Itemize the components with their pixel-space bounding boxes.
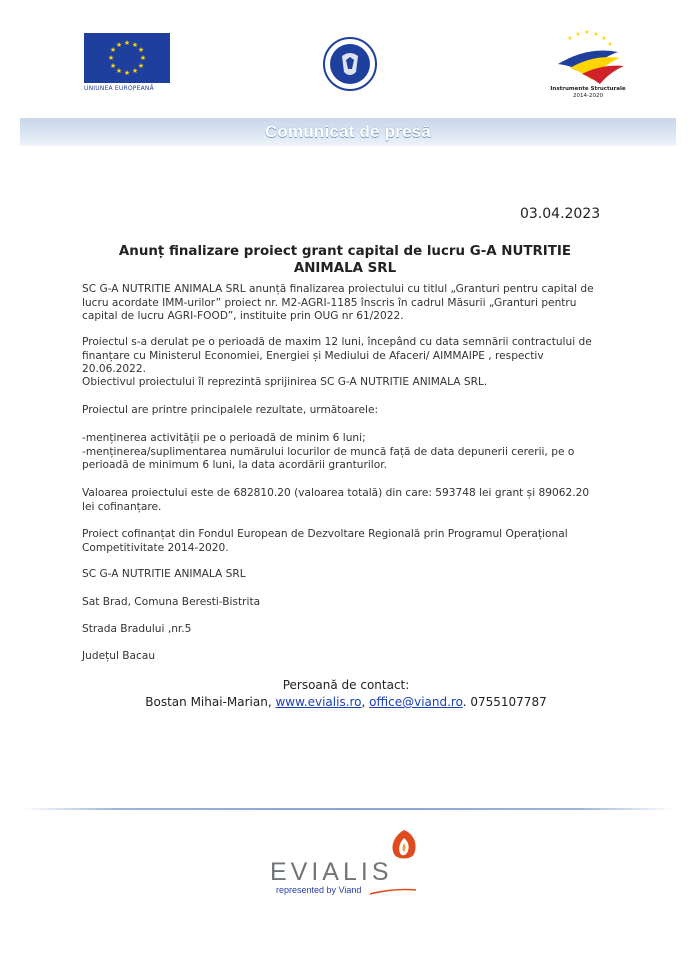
- contact-label: Persoană de contact:: [282, 678, 410, 692]
- evialis-flame-icon: [388, 828, 420, 862]
- svg-text:★: ★: [607, 41, 613, 48]
- svg-text:★: ★: [131, 67, 139, 75]
- contact-separator: ,: [361, 695, 370, 709]
- instrumente-structurale-caption: [540, 86, 636, 99]
- svg-text:★: ★: [115, 67, 123, 75]
- evialis-wordmark: EVIALIS: [270, 858, 393, 886]
- eu-caption: UNIUNEA EUROPEANĂ: [84, 85, 154, 92]
- paragraph-project-value: Valoarea proiectului este de 682810.20 (valoarea totală) din care: 593748 lei grant și 89062.20 lei cofinanțare.: [82, 487, 590, 513]
- headline-line2: ANIMALA SRL: [293, 261, 397, 276]
- address-county: Județul Bacau: [82, 650, 156, 662]
- svg-text:★: ★: [131, 41, 139, 49]
- svg-text:★: ★: [107, 54, 115, 62]
- results-list: [82, 432, 602, 473]
- svg-text:★: ★: [109, 46, 117, 54]
- evialis-logo: [270, 828, 430, 898]
- website-link[interactable]: www.evialis.ro: [275, 695, 362, 709]
- eu-flag-icon: [84, 33, 170, 83]
- evialis-tagline: represented by Viand: [276, 885, 362, 895]
- paragraph-announcement: SC G-A NUTRITIE ANIMALA SRL anunță finalizarea proiectului cu titlul „Granturi pentru capital de lucru acordate IMM-urilor” proiect nr. M2-AGRI-1185 înscris în cadrul Măsurii „Granturi pentru capital de lucru AGRI-FOOD”, instituite prin OUG nr 61/2022.: [82, 283, 594, 323]
- result-item: -menținerea/suplimentarea numărului locurilor de muncă față de data depunerii cererii, pe o perioadă de minimum 6 luni, la data acordării granturilor.: [82, 445, 575, 472]
- headline-line1: Anunț finalizare proiect grant capital de lucru G-A NUTRITIE: [118, 244, 572, 259]
- svg-text:★: ★: [123, 69, 131, 77]
- government-seal-icon: [322, 36, 378, 92]
- svg-text:★: ★: [584, 29, 590, 36]
- svg-text:★: ★: [575, 31, 581, 38]
- contact-block: [80, 677, 612, 711]
- banner-title: Comunicat de presă: [264, 122, 432, 141]
- svg-text:★: ★: [123, 39, 131, 47]
- svg-text:★: ★: [115, 41, 123, 49]
- footer-divider: [22, 808, 674, 810]
- email-link[interactable]: office@viand.ro: [369, 695, 463, 709]
- svg-text:★: ★: [137, 46, 145, 54]
- paragraph-objective: Obiectivul proiectului îl reprezintă sprijinirea SC G-A NUTRITIE ANIMALA SRL.: [82, 376, 488, 388]
- svg-text:★: ★: [567, 35, 573, 42]
- contact-phone: . 0755107787: [462, 695, 547, 709]
- evialis-swoosh-icon: [370, 888, 416, 896]
- company-name: SC G-A NUTRITIE ANIMALA SRL: [82, 568, 246, 580]
- press-release-banner: [20, 118, 676, 146]
- is-caption-line2: 2014-2020: [573, 92, 603, 99]
- document-date: 03.04.2023: [520, 206, 601, 222]
- svg-text:★: ★: [593, 31, 599, 38]
- instrumente-structurale-icon: [540, 28, 636, 86]
- address-street: Strada Bradului ,nr.5: [82, 623, 192, 635]
- svg-text:★: ★: [139, 54, 147, 62]
- document-headline: [80, 243, 610, 277]
- address-village: Sat Brad, Comuna Beresti-Bistrita: [82, 596, 261, 608]
- contact-name: Bostan Mihai-Marian,: [145, 695, 276, 709]
- is-caption-line1: Instrumente Structurale: [550, 86, 626, 92]
- svg-text:★: ★: [601, 35, 607, 42]
- paragraph-results-intro: Proiectul are printre principalele rezultate, următoarele:: [82, 404, 379, 416]
- government-seal-logo: [322, 36, 378, 92]
- instrumente-structurale-logo: [540, 28, 636, 100]
- svg-text:★: ★: [137, 62, 145, 70]
- paragraph-cofinancing: Proiect cofinanțat din Fondul European de Dezvoltare Regională prin Programul Operațional Competitivitate 2014-2020.: [82, 528, 568, 554]
- svg-text:★: ★: [109, 62, 117, 70]
- contact-details: [80, 694, 612, 711]
- eu-logo: [84, 33, 170, 93]
- result-item: -menținerea activității pe o perioadă de minim 6 luni;: [82, 432, 366, 444]
- paragraph-duration: Proiectul s-a derulat pe o perioadă de maxim 12 luni, începând cu data semnării contractului de finanțare cu Ministerul Economiei, Energiei și Mediului de Afaceri/ AIMMAIPE , respectiv 20.06.2022.: [82, 336, 592, 376]
